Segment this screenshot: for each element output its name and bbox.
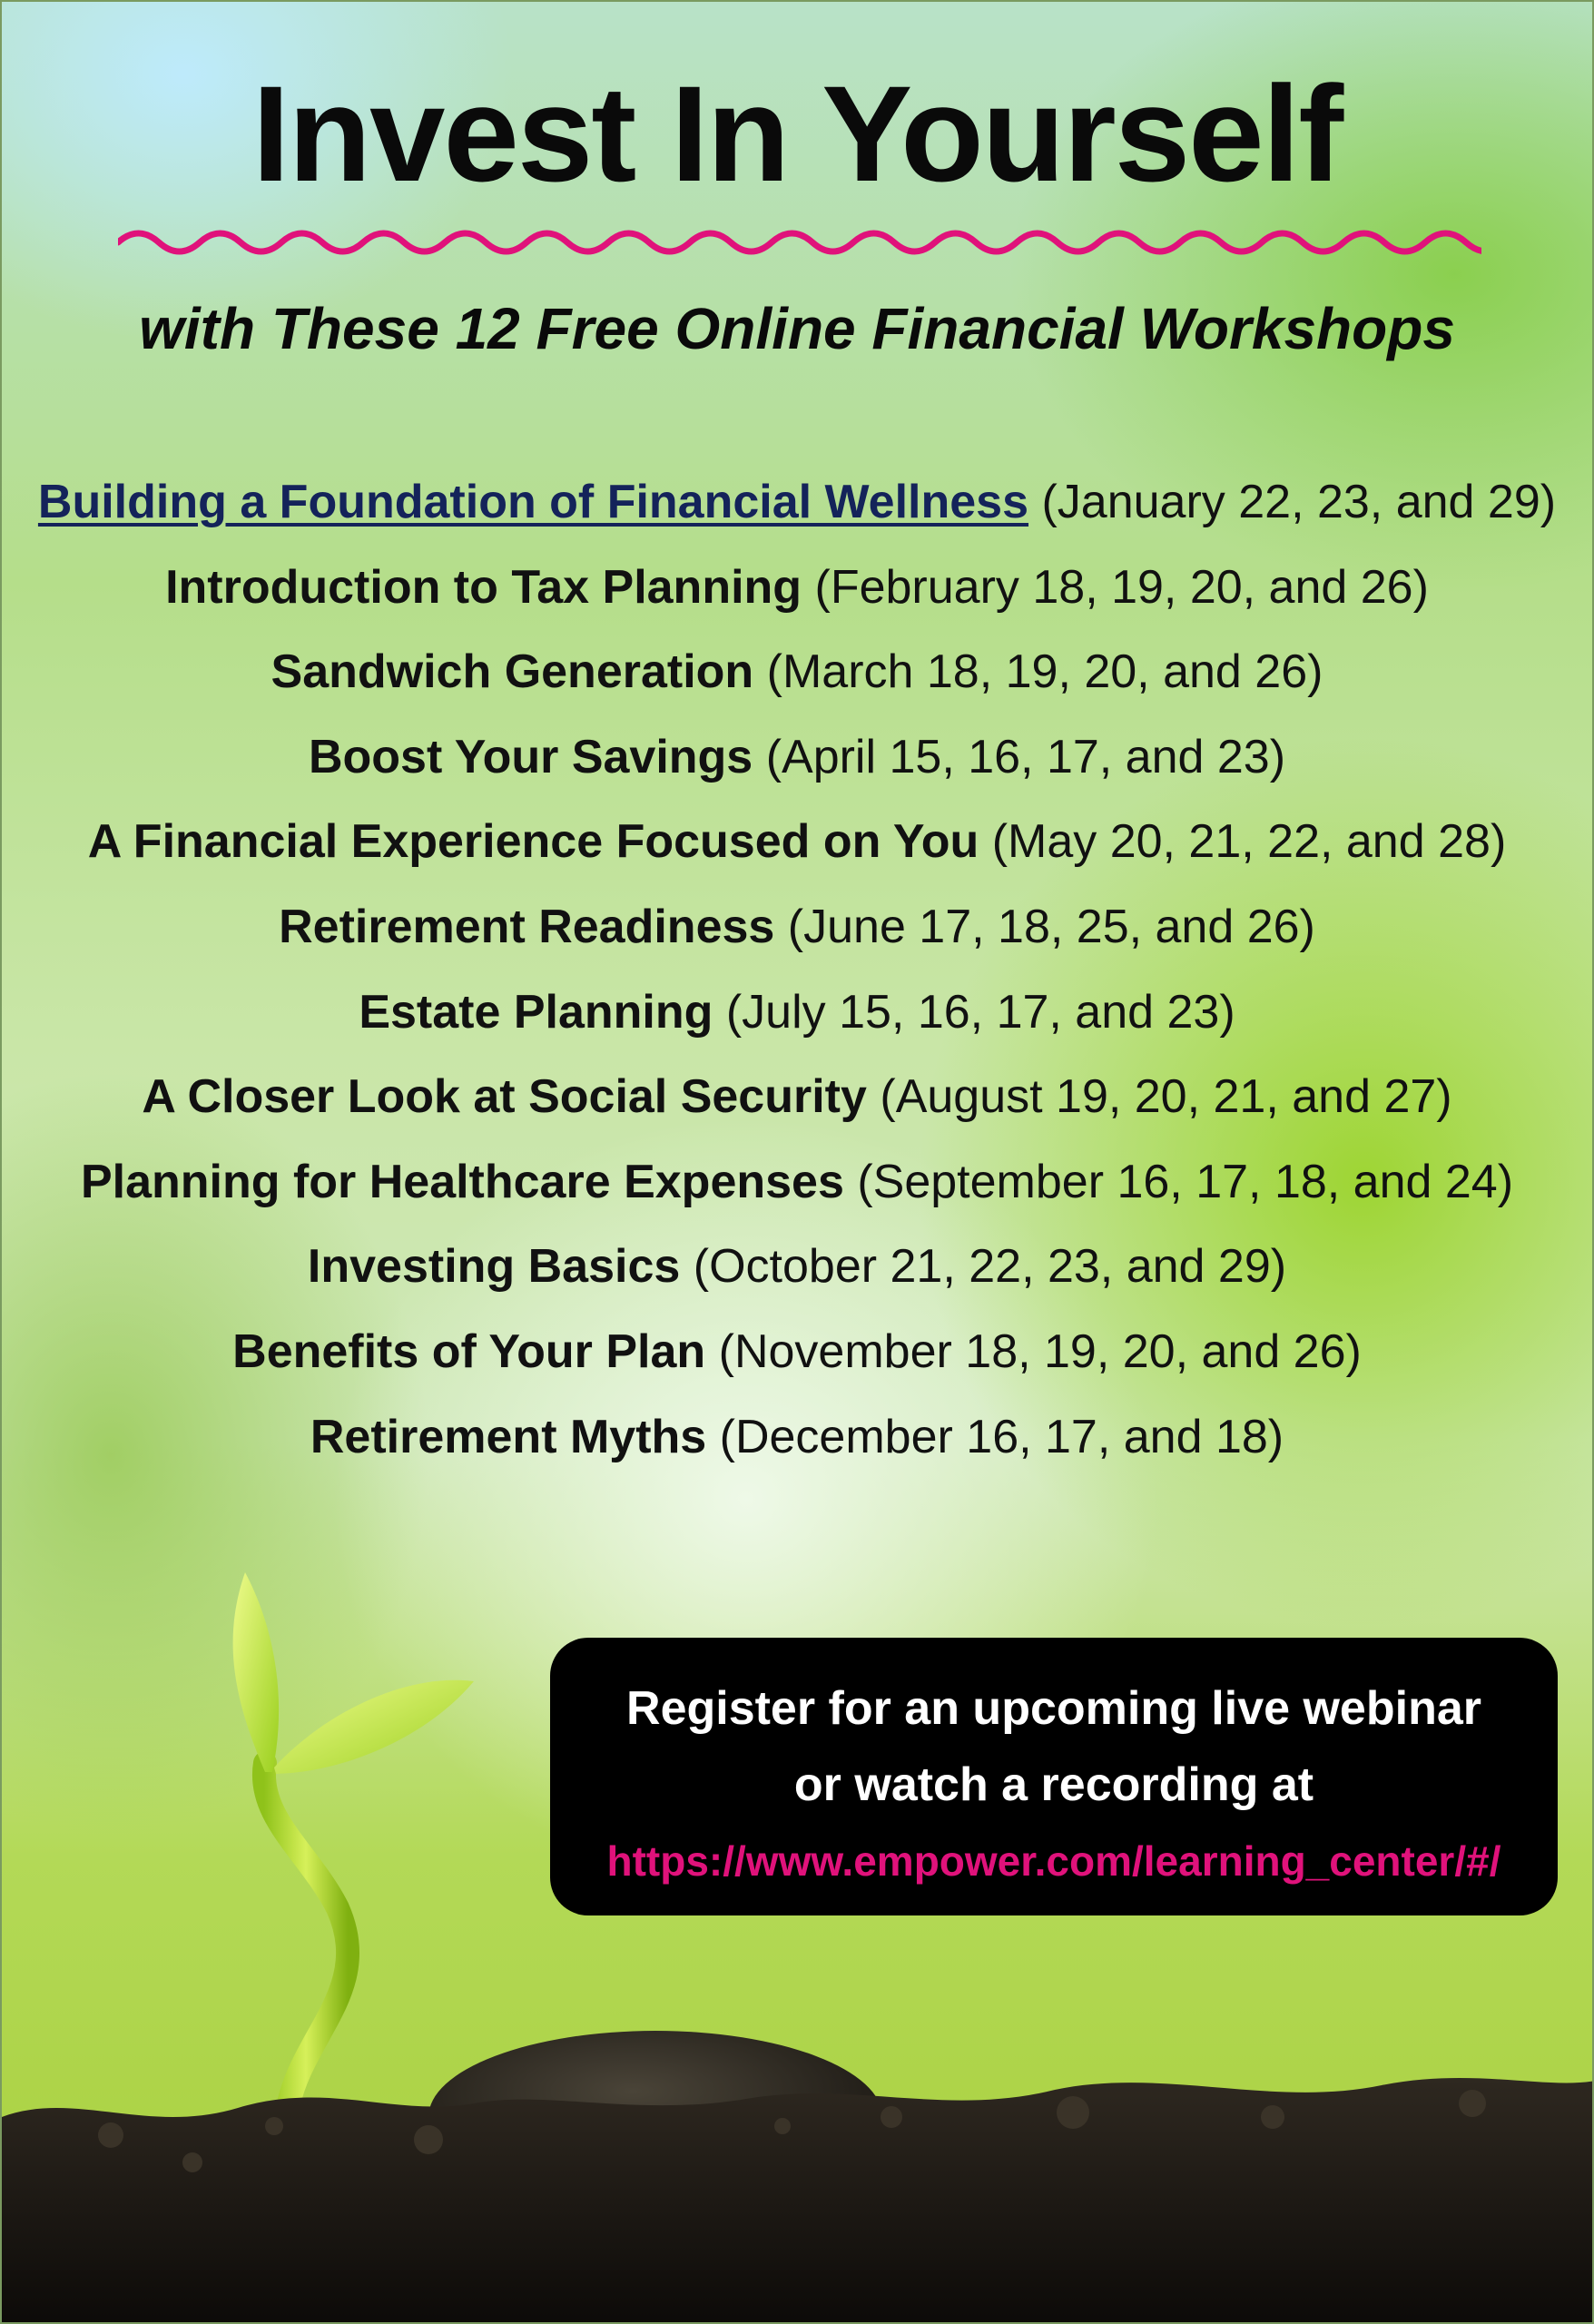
workshop-item xyxy=(2,885,1592,970)
workshop-dates: (November 18, 19, 20, and 26) xyxy=(718,1324,1362,1378)
workshop-name: Boost Your Savings xyxy=(308,730,753,783)
workshop-item xyxy=(2,546,1592,631)
workshop-name: Retirement Myths xyxy=(310,1410,707,1463)
workshop-name: A Financial Experience Focused on You xyxy=(87,815,979,869)
workshop-dates: (September 16, 17, 18, and 24) xyxy=(857,1155,1514,1208)
workshop-dates: (December 16, 17, and 18) xyxy=(719,1410,1284,1463)
workshop-name: A Closer Look at Social Security xyxy=(142,1070,867,1124)
workshop-name: Retirement Readiness xyxy=(279,900,775,953)
workshop-dates: (February 18, 19, 20, and 26) xyxy=(814,560,1429,614)
workshop-name: Planning for Healthcare Expenses xyxy=(80,1155,844,1208)
workshop-item xyxy=(2,1225,1592,1310)
workshop-item xyxy=(2,1395,1592,1481)
workshop-name: Sandwich Generation xyxy=(271,645,754,699)
subtitle: with These 12 Free Online Financial Workshops xyxy=(139,296,1455,361)
workshop-dates: (May 20, 21, 22, and 28) xyxy=(991,815,1507,869)
learning-center-link[interactable]: https://www.empower.com/learning_center/#/ xyxy=(606,1837,1501,1885)
workshop-link[interactable]: Building a Foundation of Financial Wellness xyxy=(37,476,1029,528)
cta-box xyxy=(550,1638,1558,1915)
workshop-name: Benefits of Your Plan xyxy=(232,1324,706,1378)
workshop-dates: (March 18, 19, 20, and 26) xyxy=(766,645,1323,699)
workshop-dates: (January 22, 23, and 29) xyxy=(1041,476,1557,528)
workshop-dates: (April 15, 16, 17, and 23) xyxy=(765,730,1286,783)
workshop-list xyxy=(2,460,1592,1480)
wavy-divider xyxy=(118,224,1481,261)
workshop-item xyxy=(2,630,1592,715)
workshop-dates: (July 15, 16, 17, and 23) xyxy=(725,985,1235,1039)
cta-line-2: or watch a recording at xyxy=(793,1758,1314,1811)
soil-illustration xyxy=(2,1981,1594,2324)
workshop-dates: (August 19, 20, 21, and 27) xyxy=(880,1070,1452,1124)
workshop-name: Investing Basics xyxy=(307,1240,681,1294)
workshop-dates: (June 17, 18, 25, and 26) xyxy=(787,900,1315,953)
workshop-item xyxy=(2,1140,1592,1226)
cta-line-1: Register for an upcoming live webinar xyxy=(626,1682,1481,1735)
workshop-item xyxy=(2,715,1592,801)
workshop-item xyxy=(2,800,1592,885)
workshop-name: Estate Planning xyxy=(359,985,713,1039)
workshop-item xyxy=(2,1310,1592,1395)
workshop-item xyxy=(2,970,1592,1056)
workshop-dates: (October 21, 22, 23, and 29) xyxy=(693,1240,1287,1294)
workshop-item xyxy=(2,460,1592,546)
page-title: Invest In Yourself xyxy=(251,57,1343,210)
workshop-name: Introduction to Tax Planning xyxy=(165,560,802,614)
workshop-item xyxy=(2,1055,1592,1140)
